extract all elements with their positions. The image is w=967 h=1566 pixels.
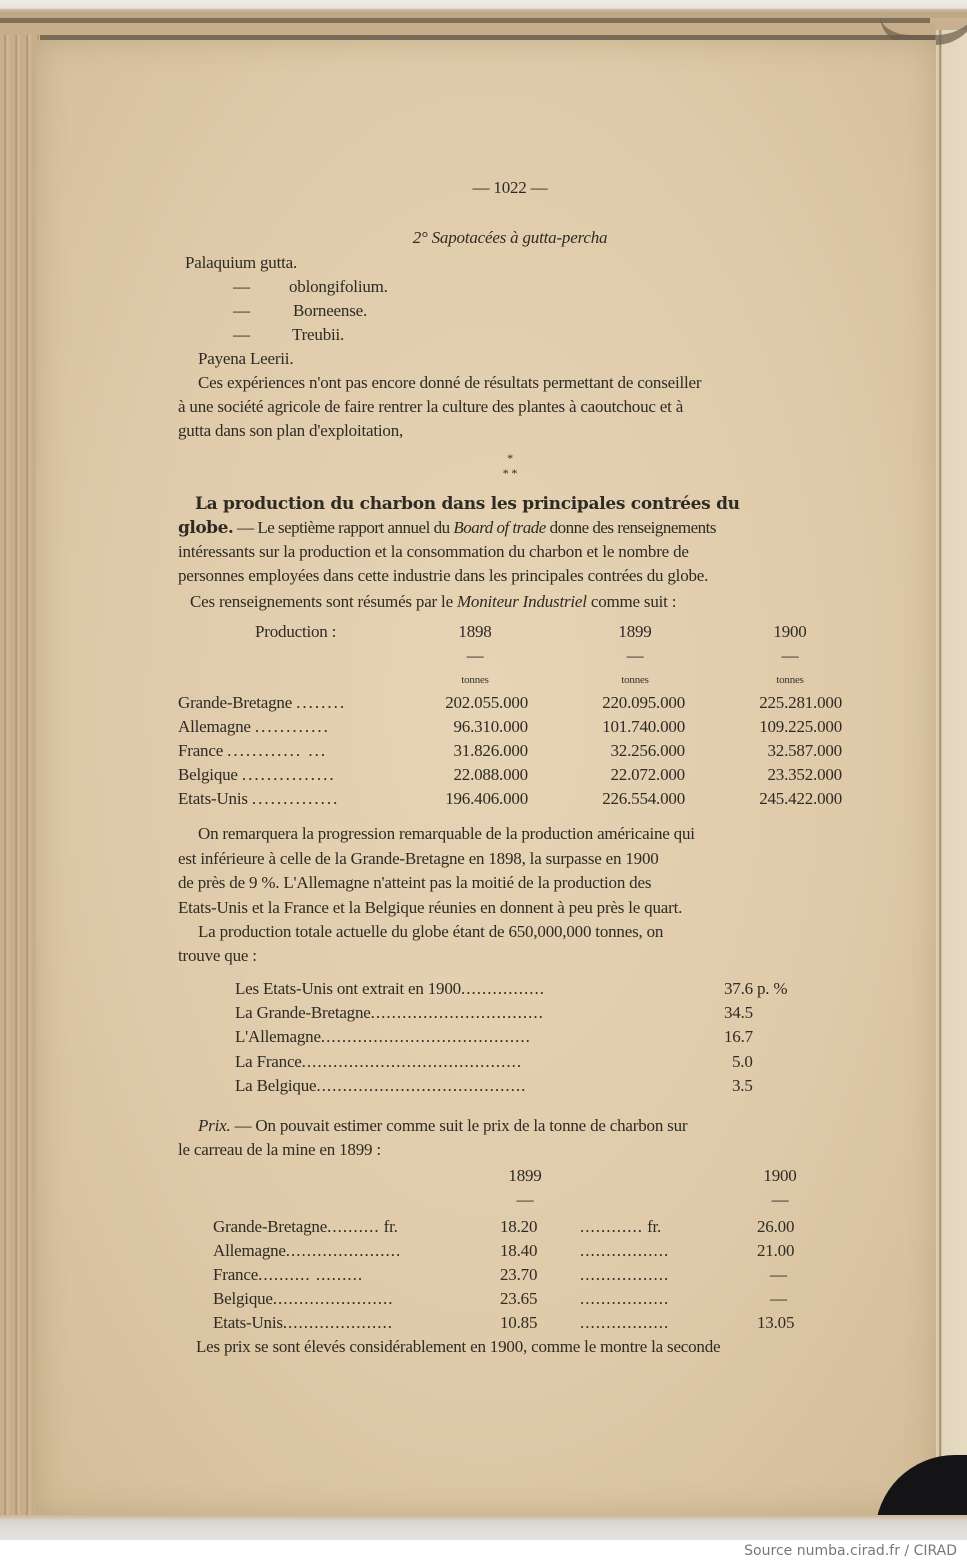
value-1900: 109.225.000	[759, 717, 842, 736]
column-dash: —	[626, 646, 644, 665]
value-1899: 101.740.000	[602, 717, 685, 736]
leader-dots: .................	[580, 1241, 670, 1260]
source-credit: Source numba.cirad.fr / CIRAD	[744, 1543, 957, 1559]
section-heading-gutta: 2° Sapotacées à gutta-percha	[412, 228, 608, 247]
publication-name: Board of trade	[453, 518, 546, 537]
section-title-continued: globe. — Le septième rapport annuel du Board of trade donne des renseignements	[178, 518, 717, 538]
share-value: 37.6 p. %	[724, 979, 788, 998]
column-unit: tonnes	[461, 674, 489, 686]
column-header-1899: 1899	[618, 622, 652, 641]
text-line: La production totale actuelle du globe étant de 650,000,000 tonnes, on	[198, 922, 664, 941]
section-title-charbon: La production du charbon dans les principales contrées du	[195, 494, 740, 514]
column-header-1900: 1900	[773, 622, 807, 641]
price-1900: —	[770, 1265, 787, 1284]
share-value: 34.5	[724, 1003, 753, 1022]
ditto-mark: —	[233, 277, 250, 296]
value-1898: 96.310.000	[453, 717, 528, 736]
value-1898: 196.406.000	[445, 789, 528, 808]
page-shadow	[0, 1515, 967, 1540]
column-unit: tonnes	[621, 674, 649, 686]
species-item: Payena Leerii.	[198, 349, 294, 368]
country-name: Belgique ...............	[178, 765, 336, 784]
price-1899: 23.65	[500, 1289, 538, 1308]
value-1900: 23.352.000	[767, 765, 842, 784]
column-header-1899: 1899	[508, 1166, 542, 1185]
country-name: Etats-Unis ..............	[178, 789, 340, 808]
share-value: 3.5	[732, 1076, 753, 1095]
value-1900: 32.587.000	[767, 741, 842, 760]
text-line: est inférieure à celle de la Grande-Bretagne en 1898, la surpasse en 1900	[178, 849, 659, 868]
value-1899: 220.095.000	[602, 693, 685, 712]
country-name: Grande-Bretagne ........	[178, 693, 347, 712]
leader-dots: .................	[580, 1265, 670, 1284]
text-line: intéressants sur la production et la consommation du charbon et le nombre de	[178, 542, 689, 561]
price-1900: 21.00	[757, 1241, 795, 1260]
text-line: de près de 9 %. L'Allemagne n'atteint pas la moitié de la production des	[178, 873, 652, 892]
text-line: Les prix se sont élevés considérablement en 1900, comme le montre la seconde	[196, 1337, 721, 1356]
column-dash: —	[466, 646, 484, 665]
share-label: Les Etats-Unis ont extrait en 1900................	[235, 979, 545, 998]
leader-dots: ............ fr.	[580, 1217, 662, 1236]
value-1899: 22.072.000	[610, 765, 685, 784]
publication-name: Moniteur Industriel	[456, 592, 587, 611]
price-1900: 13.05	[757, 1313, 795, 1332]
title-bold-word: globe.	[178, 518, 234, 538]
price-1900: —	[770, 1289, 787, 1308]
ditto-mark: —	[233, 301, 250, 320]
page-curl	[880, 0, 967, 45]
next-page-edge	[936, 30, 967, 1520]
page-edge	[0, 23, 935, 35]
country-name: France.......... .........	[213, 1265, 364, 1284]
share-label: La France..........................................	[235, 1052, 523, 1071]
text-line: gutta dans son plan d'exploitation,	[178, 421, 404, 440]
country-name: Belgique.......................	[213, 1289, 394, 1308]
text-line: à une société agricole de faire rentrer la culture des plantes à caoutchouc et à	[178, 397, 684, 416]
text-line: On remarquera la progression remarquable de la production américaine qui	[198, 824, 695, 843]
share-value: 5.0	[732, 1052, 753, 1071]
text-line: le carreau de la mine en 1899 :	[178, 1140, 381, 1159]
value-1900: 225.281.000	[759, 693, 842, 712]
species-item: Borneense.	[293, 301, 368, 320]
column-header-1898: 1898	[458, 622, 492, 641]
country-name: France ............ ...	[178, 741, 328, 760]
price-1899: 23.70	[500, 1265, 538, 1284]
share-label: L'Allemagne........................................	[235, 1027, 531, 1046]
country-name: Allemagne ............	[178, 717, 330, 736]
value-1898: 22.088.000	[453, 765, 528, 784]
price-1899: 18.40	[500, 1241, 538, 1260]
column-dash: —	[781, 646, 799, 665]
species-item: Palaquium gutta.	[185, 253, 298, 272]
column-dash: —	[771, 1190, 789, 1209]
leader-dots: .................	[580, 1313, 670, 1332]
species-item: Treubii.	[292, 325, 345, 344]
share-label: La Belgique........................................	[235, 1076, 527, 1095]
species-item: oblongifolium.	[289, 277, 388, 296]
table-label: Production :	[255, 622, 337, 641]
leader-dots: .................	[580, 1289, 670, 1308]
column-header-1900: 1900	[763, 1166, 797, 1185]
value-1900: 245.422.000	[759, 789, 842, 808]
text-line: personnes employées dans cette industrie dans les principales contrées du globe.	[178, 566, 709, 585]
column-unit: tonnes	[776, 674, 804, 686]
share-label: La Grande-Bretagne.................................	[235, 1003, 544, 1022]
price-1899: 10.85	[500, 1313, 538, 1332]
text-line: Etats-Unis et la France et la Belgique réunies en donnent à peu près le quart.	[178, 898, 683, 917]
asterism-bottom: * *	[502, 466, 518, 480]
country-name: Grande-Bretagne.......... fr.	[213, 1217, 398, 1236]
text-line: trouve que :	[178, 946, 257, 965]
asterism-top: *	[507, 451, 513, 465]
price-1899: 18.20	[500, 1217, 538, 1236]
share-value: 16.7	[724, 1027, 753, 1046]
value-1899: 32.256.000	[610, 741, 685, 760]
text-line: Ces renseignements sont résumés par le Moniteur Industriel comme suit :	[190, 592, 677, 611]
stacked-page-edges-left	[0, 35, 40, 1515]
value-1898: 31.826.000	[453, 741, 528, 760]
column-dash: —	[516, 1190, 534, 1209]
value-1898: 202.055.000	[445, 693, 528, 712]
price-1900: 26.00	[757, 1217, 795, 1236]
country-name: Allemagne......................	[213, 1241, 402, 1260]
country-name: Etats-Unis.....................	[213, 1313, 394, 1332]
page-number: — 1022 —	[472, 178, 548, 197]
text-line: Prix. — On pouvait estimer comme suit le prix de la tonne de charbon sur	[198, 1116, 688, 1135]
prix-label: Prix.	[198, 1116, 231, 1135]
text-line: Ces expériences n'ont pas encore donné de résultats permettant de conseiller	[198, 373, 702, 392]
ditto-mark: —	[233, 325, 250, 344]
value-1899: 226.554.000	[602, 789, 685, 808]
